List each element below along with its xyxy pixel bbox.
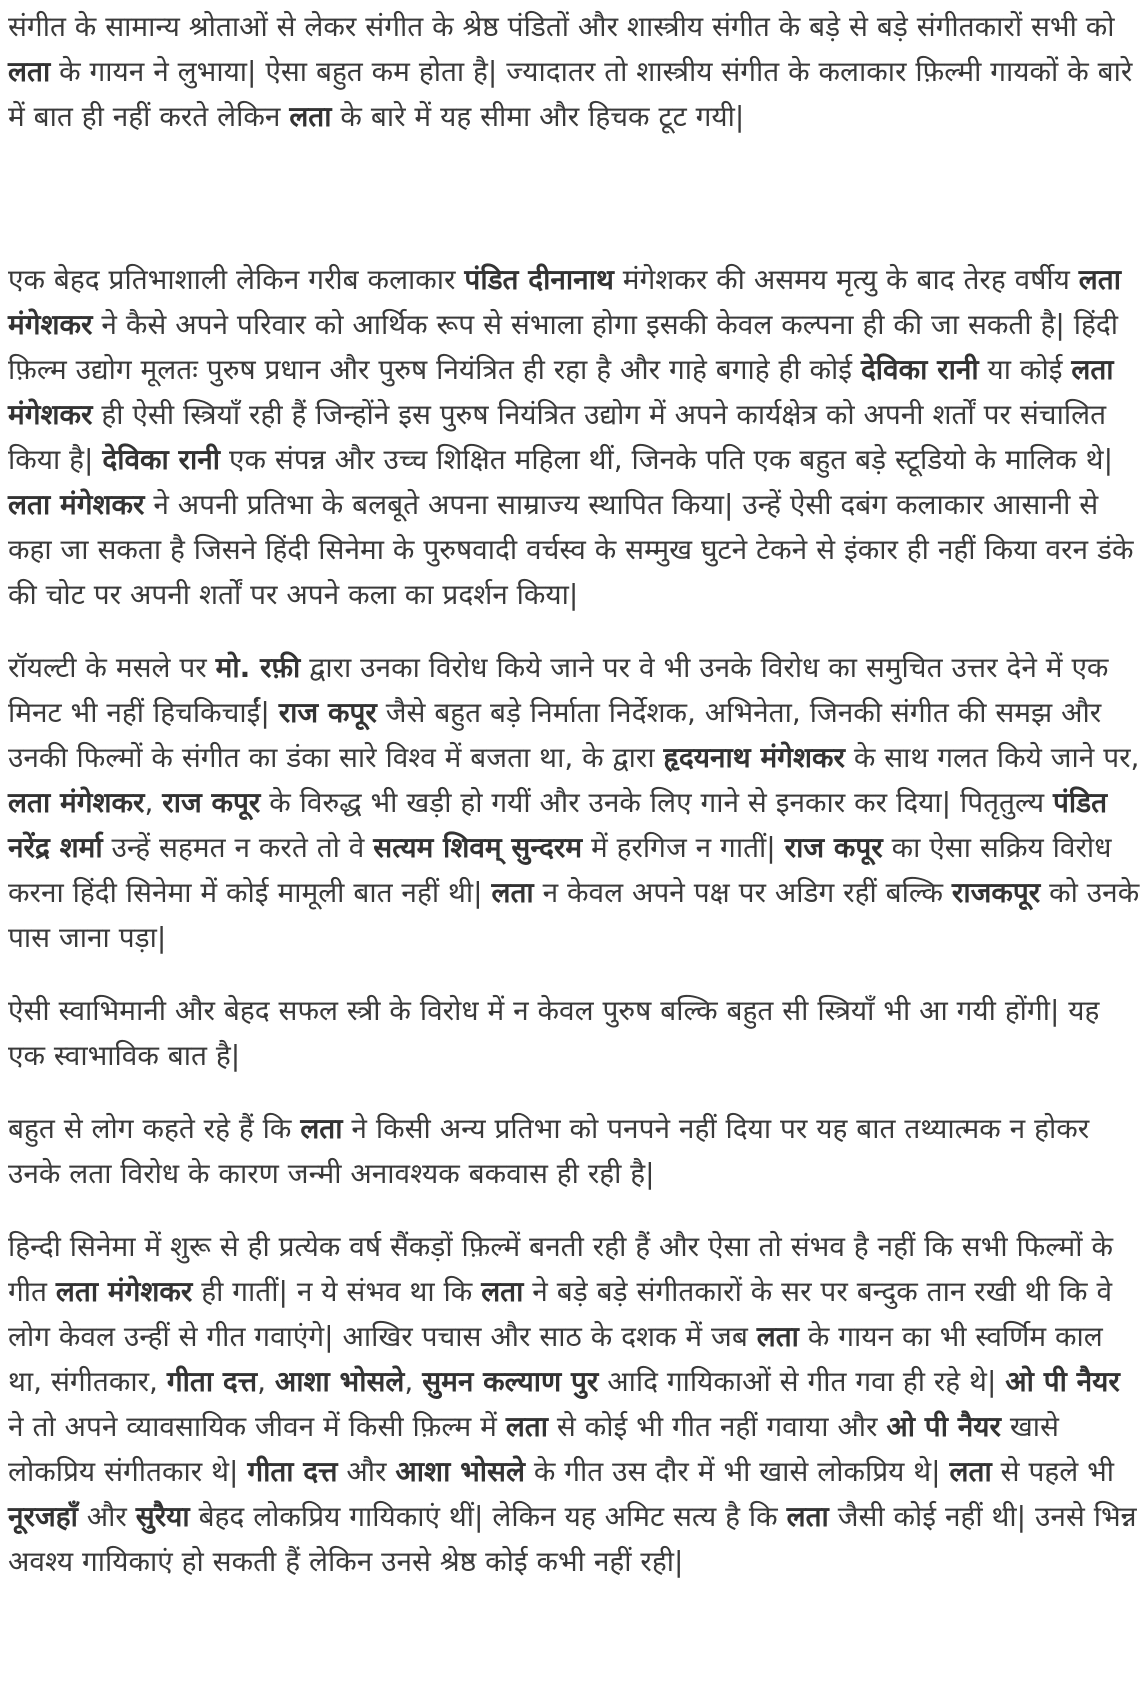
- text-run: के गीत उस दौर में भी खासे लोकप्रिय थे|: [524, 1455, 950, 1488]
- text-run: ,: [257, 1365, 275, 1398]
- paragraph-5: [8, 1106, 1140, 1196]
- text-run: या कोई: [978, 353, 1072, 386]
- text-run: ,: [404, 1365, 423, 1398]
- text-run: ने कैसे अपने परिवार को आर्थिक रूप से संभाला होगा इसकी केवल कल्पना ही की जा सकती है| हिंदी फ़िल्म उद्योग मूलतः पुरुष प्रधान और पुरुष नियंत्रित ही रहा है और गाहे बगाहे ही कोई: [8, 308, 1118, 386]
- text-run: आदि गायिकाओं से गीत गवा ही रहे थे|: [598, 1365, 1006, 1398]
- text-run: और: [77, 1500, 136, 1533]
- text-run: ने बड़े बड़े संगीतकारों के सर पर बन्दुक तान रखी थी कि वे लोग केवल उन्हीं से गीत गवाएंगे| आखिर पचास और साठ के दशक में जब: [8, 1275, 1113, 1353]
- bold-text-run: पंडित नरेंद्र शर्मा: [8, 786, 1108, 864]
- bold-text-run: आशा भोसले: [274, 1365, 405, 1398]
- text-run: एक बेहद प्रतिभाशाली लेकिन गरीब कलाकार: [8, 263, 465, 296]
- bold-text-run: लता: [481, 1275, 524, 1308]
- text-run: उन्हें सहमत न करते तो वे: [102, 831, 374, 864]
- text-run: के साथ गलत किये जाने पर,: [844, 741, 1140, 774]
- text-run: न केवल अपने पक्ष पर अडिग रहीं बल्कि: [533, 876, 952, 909]
- bold-text-run: पंडित दीनानाथ: [464, 263, 614, 296]
- text-run: के गायन ने लुभाया| ऐसा बहुत कम होता है| ज्यादातर तो शास्त्रीय संगीत के कलाकार फ़िल्मी गायकों के बारे में बात ही नहीं करते लेकिन: [8, 55, 1133, 133]
- text-run: ,: [144, 786, 163, 819]
- bold-text-run: लता मंगेशकर: [8, 786, 145, 819]
- text-run: ने अपनी प्रतिभा के बलबूते अपना साम्राज्य स्थापित किया| उन्हें ऐसी दबंग कलाकार आसानी से कहा जा सकता है जिसने हिंदी सिनेमा के पुरुषवादी वर्चस्व के सम्मुख घुटने टेकने से इंकार ही नहीं किया वरन डंके की चोट पर अपनी शर्तों पर अपने कला का प्रदर्शन किया|: [8, 488, 1134, 611]
- paragraph-4: [8, 988, 1140, 1078]
- bold-text-run: गीता दत्त: [166, 1365, 258, 1398]
- text-run: ने किसी अन्य प्रतिभा को पनपने नहीं दिया पर यह बात तथ्यात्मक न होकर उनके लता विरोध के कारण जन्मी अनावश्यक बकवास ही रही है|: [8, 1112, 1090, 1190]
- bold-text-run: लता: [505, 1410, 549, 1443]
- text-run: बेहद लोकप्रिय गायिकाएं थीं| लेकिन यह अमिट सत्य है कि: [189, 1500, 787, 1533]
- bold-text-run: लता: [491, 876, 534, 909]
- bold-text-run: सत्यम शिवम् सुन्दरम: [373, 831, 583, 864]
- text-run: बहुत से लोग कहते रहे हैं कि: [8, 1112, 301, 1145]
- text-run: संगीत के सामान्य श्रोताओं से लेकर संगीत के श्रेष्ठ पंडितों और शास्त्रीय संगीत के बड़े से बड़े संगीतकारों सभी को: [8, 10, 1115, 43]
- bold-text-run: देविका रानी: [860, 353, 979, 386]
- bold-text-run: आशा भोसले: [395, 1455, 525, 1488]
- bold-text-run: राज कपूर: [162, 786, 261, 819]
- bold-text-run: लता मंगेशकर: [8, 488, 145, 521]
- bold-text-run: लता: [949, 1455, 992, 1488]
- bold-text-run: नूरजहाँ: [8, 1500, 78, 1533]
- text-run: और: [337, 1455, 396, 1488]
- text-run: के विरुद्ध भी खड़ी हो गयीं और उनके लिए गाने से इनकार कर दिया| पितृतुल्य: [260, 786, 1053, 819]
- text-run: एक संपन्न और उच्च शिक्षित महिला थीं, जिनके पति एक बहुत बड़े स्टूडियो के मालिक थे|: [220, 443, 1114, 476]
- text-run: जैसी कोई नहीं थी| उनसे भिन्न अवश्य गायिकाएं हो सकती हैं लेकिन उनसे श्रेष्ठ कोई कभी नहीं रही|: [8, 1500, 1137, 1578]
- text-run: से कोई भी गीत नहीं गवाया और: [548, 1410, 887, 1443]
- paragraph-2: [8, 257, 1140, 617]
- text-run: को उनके पास जाना पड़ा|: [8, 876, 1140, 954]
- bold-text-run: लता मंगेशकर: [55, 1275, 193, 1308]
- text-run: हिन्दी सिनेमा में शुरू से ही प्रत्येक वर्ष सैंकड़ों फ़िल्में बनती रही हैं और ऐसा तो संभव है नहीं कि सभी फिल्मों के गीत: [8, 1230, 1113, 1308]
- paragraph-1: [8, 4, 1140, 139]
- bold-text-run: लता मंगेशकर: [8, 263, 1121, 341]
- bold-text-run: राजकपूर: [951, 876, 1041, 909]
- text-run: रॉयल्टी के मसले पर: [8, 651, 216, 684]
- bold-text-run: सुरैया: [135, 1500, 190, 1533]
- bold-text-run: ओ पी नैयर: [1005, 1365, 1120, 1398]
- paragraph-6: [8, 1224, 1140, 1584]
- text-run: मंगेशकर की असमय मृत्यु के बाद तेरह वर्षीय: [613, 263, 1079, 296]
- bold-text-run: गीता दत्त: [247, 1455, 338, 1488]
- text-run: ही गातीं| न ये संभव था कि: [192, 1275, 482, 1308]
- text-run: के गायन का भी स्वर्णिम काल था, संगीतकार,: [8, 1320, 1103, 1398]
- bold-text-run: ओ पी नैयर: [886, 1410, 1001, 1443]
- text-run: में हरगिज न गातीं|: [582, 831, 785, 864]
- bold-text-run: लता मंगेशकर: [8, 353, 1114, 431]
- article-body: [8, 4, 1140, 1584]
- text-run: ऐसी स्वाभिमानी और बेहद सफल स्त्री के विरोध में न केवल पुरुष बल्कि बहुत सी स्त्रियाँ भी आ गयी होंगी| यह एक स्वाभाविक बात है|: [8, 994, 1100, 1072]
- text-run: जैसे बहुत बड़े निर्माता निर्देशक, अभिनेता, जिनकी संगीत की समझ और उनकी फिल्मों के संगीत का डंका सारे विश्व में बजता था, के द्वारा: [8, 696, 1102, 774]
- bold-text-run: सुमन कल्याण पुर: [422, 1365, 599, 1398]
- bold-text-run: लता: [8, 55, 51, 88]
- text-run: ही ऐसी स्त्रियाँ रही हैं जिन्होंने इस पुरुष नियंत्रित उद्योग में अपने कार्यक्षेत्र को अपनी शर्तों पर संचालित किया है|: [8, 398, 1107, 476]
- bold-text-run: मो. रफ़ी: [215, 651, 301, 684]
- text-run: ने तो अपने व्यावसायिक जीवन में किसी फ़िल्म में: [8, 1410, 506, 1443]
- bold-text-run: लता: [300, 1112, 343, 1145]
- bold-text-run: राज कपूर: [784, 831, 883, 864]
- bold-text-run: देविका रानी: [102, 443, 221, 476]
- text-run: से पहले भी: [991, 1455, 1115, 1488]
- text-run: द्वारा उनका विरोध किये जाने पर वे भी उनके विरोध का समुचित उत्तर देने में एक मिनट भी नहीं हिचकिचाईं|: [8, 651, 1109, 729]
- bold-text-run: लता: [289, 100, 332, 133]
- bold-text-run: लता: [756, 1320, 799, 1353]
- paragraph-3: [8, 645, 1140, 960]
- bold-text-run: लता: [786, 1500, 829, 1533]
- text-run: खासे लोकप्रिय संगीतकार थे|: [8, 1410, 1059, 1488]
- bold-text-run: राज कपूर: [278, 696, 377, 729]
- text-run: के बारे में यह सीमा और हिचक टूट गयी|: [331, 100, 745, 133]
- text-run: का ऐसा सक्रिय विरोध करना हिंदी सिनेमा में कोई मामूली बात नहीं थी|: [8, 831, 1112, 909]
- bold-text-run: हृदयनाथ मंगेशकर: [663, 741, 845, 774]
